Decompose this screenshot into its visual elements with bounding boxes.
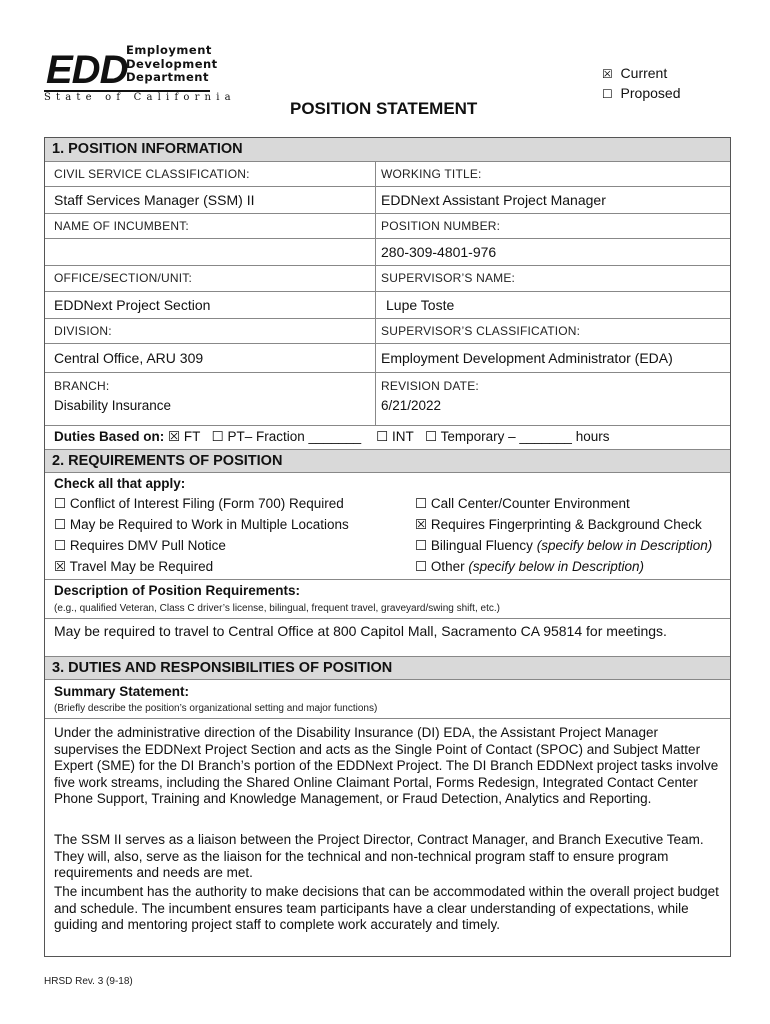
duties-paragraph-2[interactable]: The SSM II serves as a liaison between the Project Director, Contract Manager, and Branch Executive Team. They will, also, serve as the liaison for the technical and non-technical program staff to ensure program requirements and needs are met.: [54, 832, 704, 880]
proposed-checkbox[interactable]: ☐: [602, 87, 613, 101]
form-revision-footer: HRSD Rev. 3 (9-18): [44, 976, 133, 987]
position-number-value[interactable]: 280-309-4801-976: [381, 244, 497, 260]
req-right-2[interactable]: [415, 517, 702, 533]
division-label: DIVISION:: [54, 324, 112, 338]
req-label: Conflict of Interest Filing (Form 700) Required: [69, 496, 344, 511]
req-left-1[interactable]: [54, 496, 344, 512]
req-label: Requires DMV Pull Notice: [69, 538, 226, 553]
req-left-3[interactable]: [54, 538, 226, 554]
duties-based-on: [54, 429, 609, 445]
logo-line-development: Development: [126, 56, 218, 71]
checkbox[interactable]: ☐: [415, 538, 428, 553]
supervisor-class-value[interactable]: Employment Development Administrator (EDA): [381, 350, 673, 366]
checkbox[interactable]: ☐: [54, 538, 67, 553]
req-right-3[interactable]: [415, 538, 712, 554]
office-label: OFFICE/SECTION/UNIT:: [54, 271, 193, 285]
checkbox[interactable]: ☐: [415, 496, 428, 511]
position-number-label: POSITION NUMBER:: [381, 219, 501, 233]
req-label: Call Center/Counter Environment: [430, 496, 630, 511]
current-checkbox[interactable]: ☒: [602, 67, 613, 81]
page-title: POSITION STATEMENT: [290, 99, 478, 118]
desc-requirements-hint: (e.g., qualified Veteran, Class C driver’s license, bilingual, frequent travel, graveyard/swing shift, etc.): [54, 603, 500, 614]
section-1-header: 1. POSITION INFORMATION: [45, 138, 730, 161]
section-2-header: 2. REQUIREMENTS OF POSITION: [45, 449, 730, 472]
working-title-label: WORKING TITLE:: [381, 167, 482, 181]
working-title-value[interactable]: EDDNext Assistant Project Manager: [381, 192, 606, 208]
duties-label: Duties Based on:: [54, 429, 165, 444]
duties-pt-checkbox[interactable]: ☐ PT– Fraction _______: [211, 429, 362, 444]
current-label: Current: [620, 65, 668, 81]
desc-requirements-label: Description of Position Requirements:: [54, 583, 301, 598]
check-all-label: Check all that apply:: [54, 476, 186, 491]
checkbox[interactable]: ☒: [415, 517, 428, 532]
req-label: Bilingual Fluency: [430, 538, 533, 553]
duties-paragraph-3[interactable]: The incumbent has the authority to make decisions that can be accommodated within the overall project budget and schedule. The incumbent ensures team participants have a clear understanding of expectations, while guiding and mentoring project staff to complete work accurately and timely.: [54, 884, 719, 932]
checkbox[interactable]: ☒: [54, 559, 67, 574]
civil-service-value[interactable]: Staff Services Manager (SSM) II: [54, 192, 255, 208]
office-value[interactable]: EDDNext Project Section: [54, 297, 211, 313]
statement-status: [602, 64, 680, 104]
summary-statement-hint: (Briefly describe the position’s organizational setting and major functions): [54, 703, 378, 714]
supervisor-label: SUPERVISOR’S NAME:: [381, 271, 516, 285]
req-label: Other: [430, 559, 465, 574]
position-statement-form: [44, 137, 731, 957]
proposed-label: Proposed: [620, 85, 681, 101]
branch-value[interactable]: Disability Insurance: [54, 398, 172, 413]
req-label: Requires Fingerprinting & Background Check: [430, 517, 702, 532]
logo-line-employment: Employment: [126, 43, 212, 57]
edd-logo: EDD: [46, 48, 128, 92]
duties-temp-checkbox[interactable]: ☐ Temporary – _______ hours: [425, 429, 610, 444]
checkbox[interactable]: ☐: [54, 517, 67, 532]
incumbent-label: NAME OF INCUMBENT:: [54, 219, 189, 233]
supervisor-class-label: SUPERVISOR’S CLASSIFICATION:: [381, 324, 581, 338]
logo-line-department: Department: [126, 70, 209, 84]
civil-service-label: CIVIL SERVICE CLASSIFICATION:: [54, 167, 250, 181]
req-left-4[interactable]: [54, 559, 213, 575]
req-label: Travel May be Required: [69, 559, 214, 574]
revision-date-label: REVISION DATE:: [381, 379, 479, 393]
supervisor-value[interactable]: Lupe Toste: [386, 297, 455, 313]
desc-requirements-value[interactable]: May be required to travel to Central Office at 800 Capitol Mall, Sacramento CA 95814 for meetings.: [54, 623, 667, 639]
division-value[interactable]: Central Office, ARU 309: [54, 350, 204, 366]
duties-int-checkbox[interactable]: ☐ INT: [376, 429, 414, 444]
checkbox[interactable]: ☐: [415, 559, 428, 574]
req-note: (specify below in Description): [536, 538, 713, 553]
branch-label: BRANCH:: [54, 379, 110, 393]
revision-date-value[interactable]: 6/21/2022: [381, 398, 442, 413]
req-right-1[interactable]: [415, 496, 630, 512]
req-note: (specify below in Description): [468, 559, 644, 574]
edd-logo-text: [126, 44, 218, 85]
summary-statement-label: Summary Statement:: [54, 684, 190, 699]
req-right-4[interactable]: [415, 559, 644, 575]
logo-state-of-california: State of California: [44, 92, 236, 103]
duties-ft-checkbox[interactable]: ☒ FT: [168, 429, 201, 444]
section-3-header: 3. DUTIES AND RESPONSIBILITIES OF POSITION: [45, 656, 730, 679]
req-left-2[interactable]: [54, 517, 349, 533]
checkbox[interactable]: ☐: [54, 496, 67, 511]
req-label: May be Required to Work in Multiple Locations: [69, 517, 349, 532]
duties-paragraph-1[interactable]: Under the administrative direction of the Disability Insurance (DI) EDA, the Assistant Project Manager supervises the EDDNext Project Section and acts as the Single Point of Contact (SPOC) and Subject Matter Expert (SME) for the DI Branch’s portion of the EDDNext Project. The DI Branch EDDNext project tasks involve five work streams, including the Shared Online Claimant Portal, Forms Redesign, Integrated Contact Center Phone Support, Training and Knowledge Management, or Fraud Detection, Analytics and Reporting.: [54, 725, 719, 806]
